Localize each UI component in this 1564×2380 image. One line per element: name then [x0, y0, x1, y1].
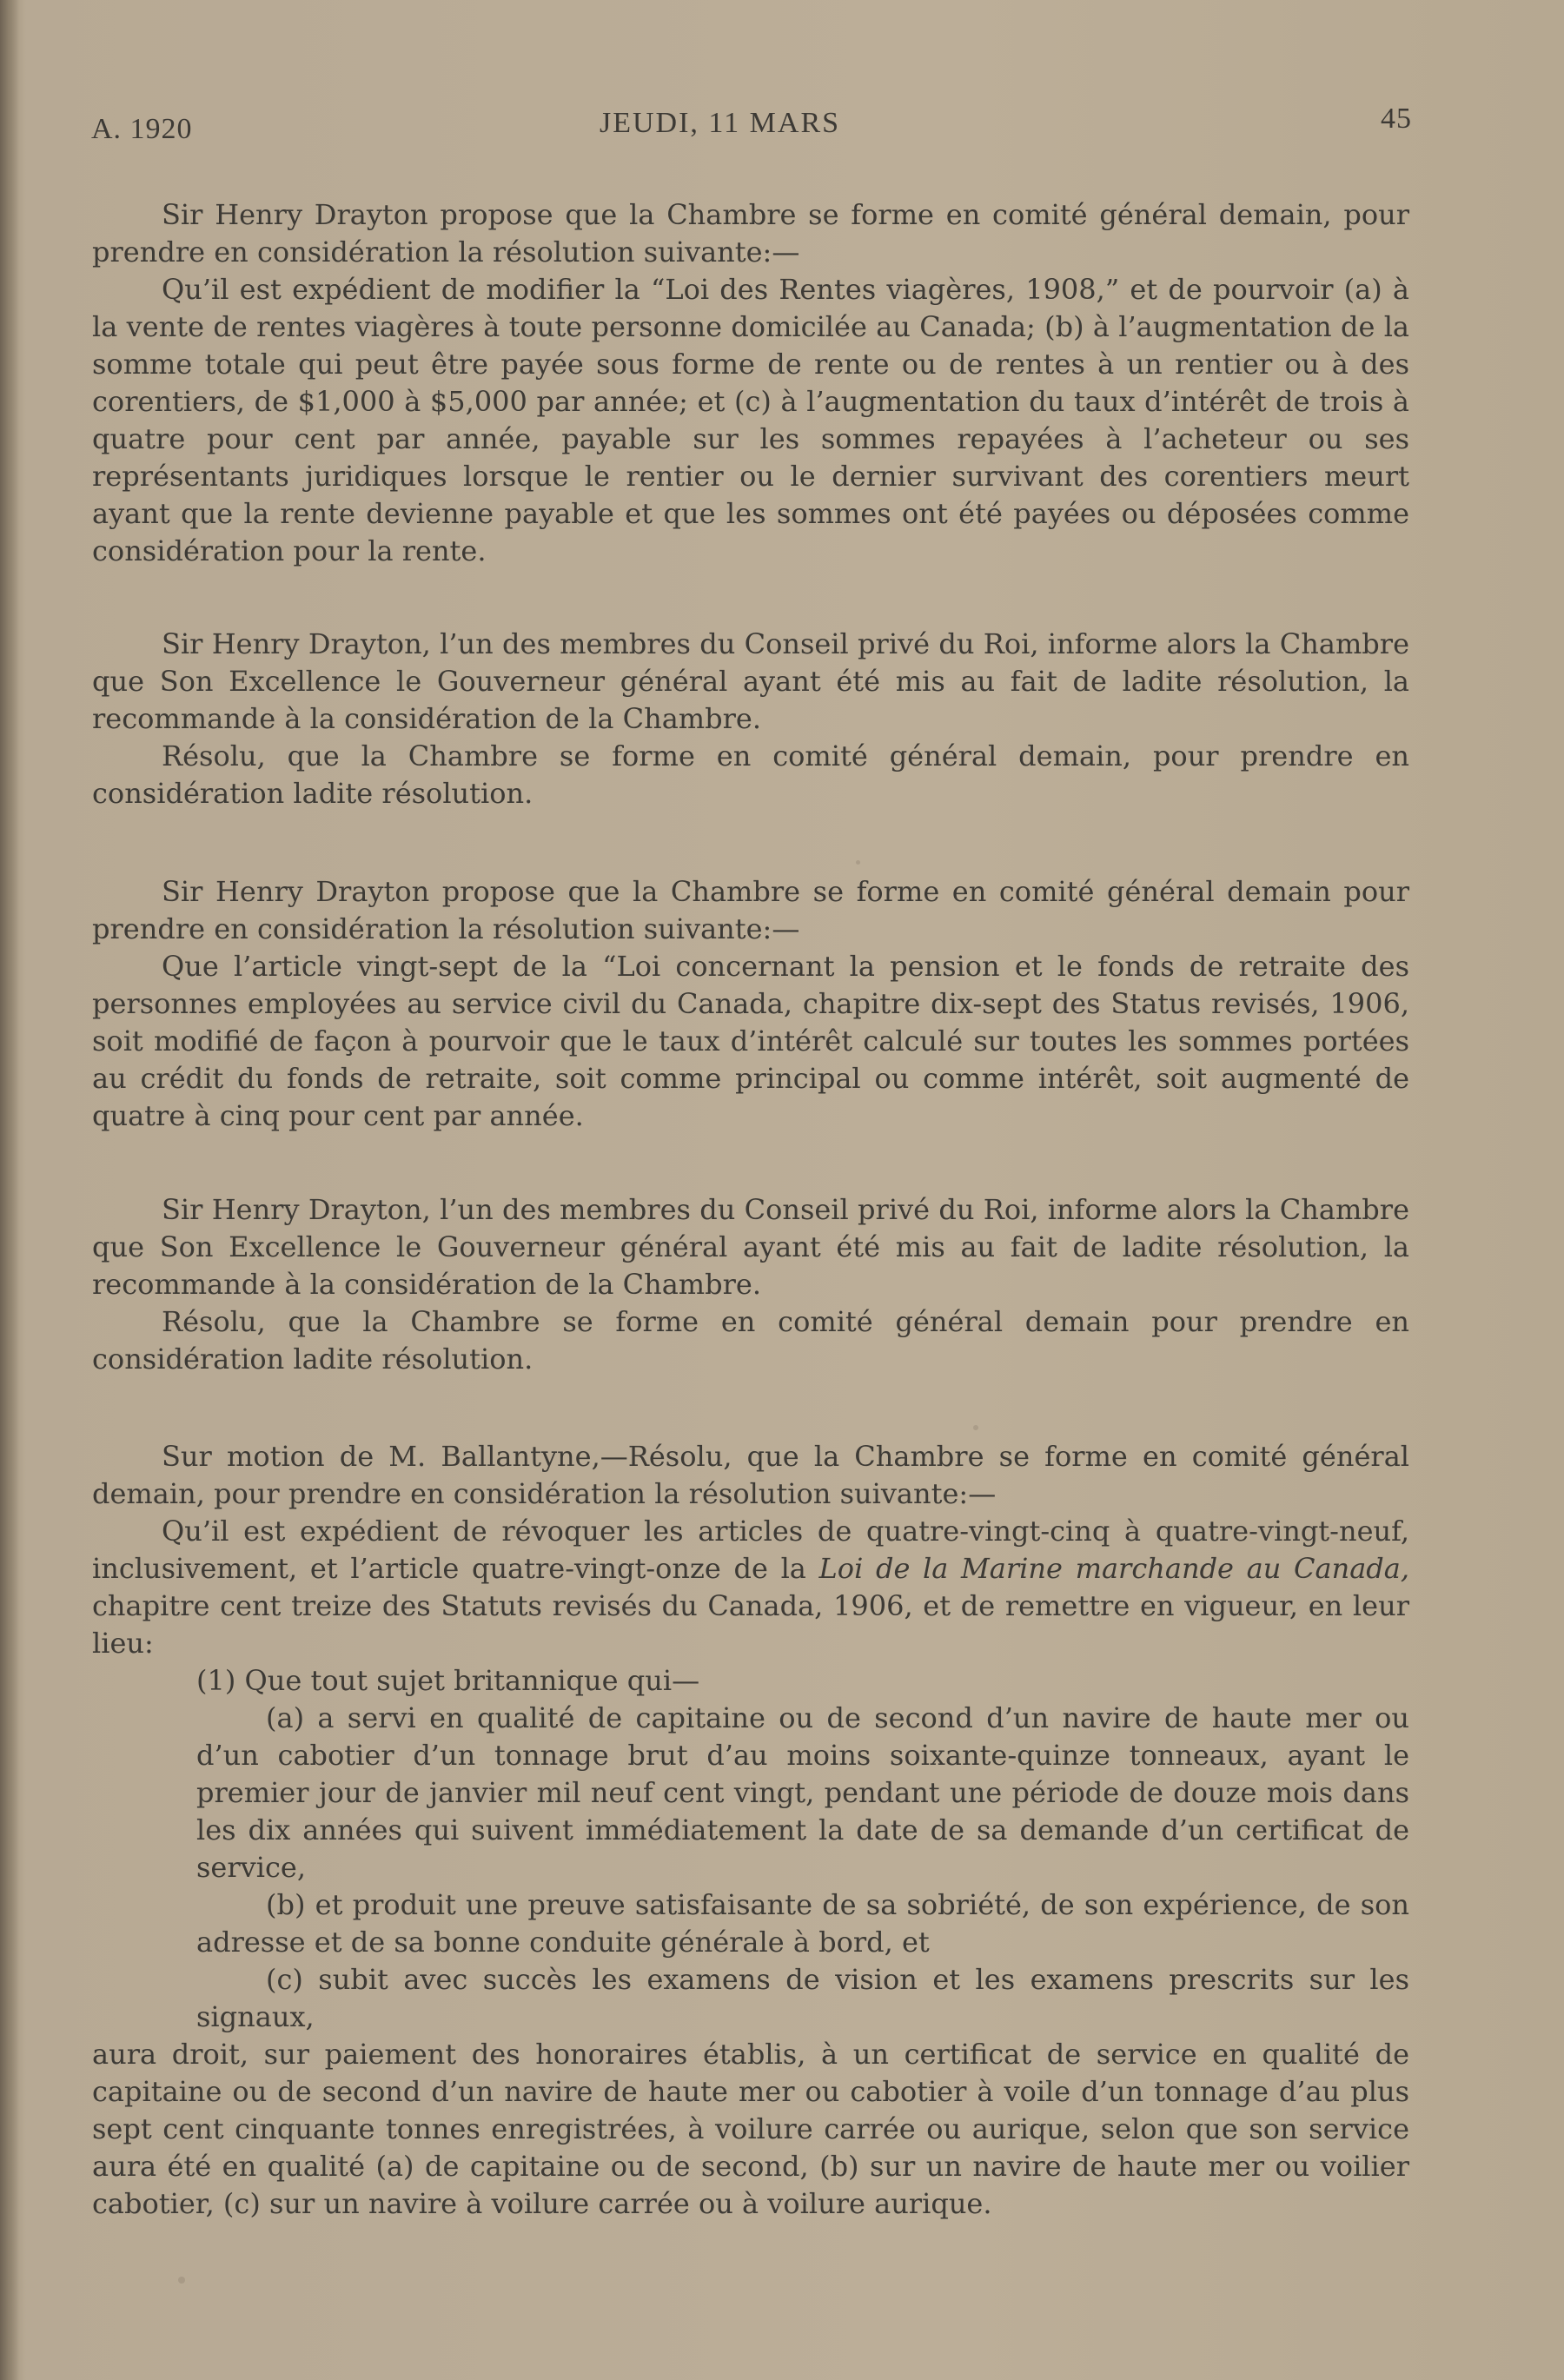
paragraph-resolution-2: Que l’article vingt-sept de la “Loi concernant la pension et le fonds de retraite des personnes employées au service civil du Canada, chapitre dix-sept des Status revisés, 1906, soit modifié de façon à pourvoir que le taux d’intérêt calculé sur toutes les sommes portées au crédit du fonds de retraite, soit comme principal ou comme intérêt, soit augmenté de quatre à cinq pour cent par année.: [92, 950, 1409, 1132]
clause-1-c: (c) subit avec succès les examens de vision et les examens prescrits sur les signaux,: [196, 1963, 1409, 2033]
header-year: A. 1920: [91, 113, 193, 145]
header-date: JEUDI, 11 MARS: [600, 107, 841, 139]
paper-speck: [973, 1425, 978, 1430]
running-header: [91, 103, 1412, 146]
clause-1: (1) Que tout sujet britannique qui—: [196, 1664, 700, 1697]
act-title: Loi de la Marine marchande au Canada,: [818, 1552, 1409, 1585]
paragraph-resolution-1: Qu’il est expédient de modifier la “Loi des Rentes viagères, 1908,” et de pourvoir (a) à la vente de rentes viagères à toute personne domicilée au Canada; (b) à l’augmentation de la somme totale qui peut être payée sous forme de rente ou de rentes à un rentier ou à des corentiers, de $1,000 à $5,000 par année; et (c) à l’augmentation du taux d’intérêt de trois à quatre pour cent par année, payable sur les sommes repayées à l’acheteur ou ses représentants juridiques lorsque le rentier ou le dernier survivant des corentiers meurt ayant que la rente devienne payable et que les sommes ont été payées ou déposées comme considération pour la rente.: [92, 273, 1409, 567]
paragraph-resolved-1: Résolu, que la Chambre se forme en comité général demain, pour prendre en considération ladite résolution.: [92, 739, 1409, 810]
clause-1-b: (b) et produit une preuve satisfaisante de sa sobriété, de son expérience, de son adresse et de sa bonne conduite générale à bord, et: [196, 1888, 1409, 1959]
paragraph-motion-2: Sir Henry Drayton propose que la Chambre se forme en comité général demain pour prendre en considération la résolution suivante:—: [92, 875, 1409, 945]
clause-1-conclusion: aura droit, sur paiement des honoraires établis, à un certificat de service en qualité de capitaine ou de second d’un navire de haute mer ou cabotier à voile d’un tonnage d’au plus sept cent cinquante tonnes enregistrées, à voilure carrée ou aurique, selon que son service aura été en qualité (a) de capitaine ou de second, (b) sur un navire de haute mer ou voilier cabotier, (c) sur un navire à voilure carrée ou à voilure aurique.: [92, 2038, 1409, 2220]
paper-speck: [178, 2277, 185, 2284]
clause-1-a: (a) a servi en qualité de capitaine ou de second d’un navire de haute mer ou d’un cabotier d’un tonnage brut d’au moins soixante-quinze tonneaux, ayant le premier jour de janvier mil neuf cent vingt, pendant une période de douze mois dans les dix années qui suivent immédiatement la date de sa demande d’un certificat de service,: [196, 1701, 1409, 1884]
page-number: 45: [1381, 103, 1412, 135]
paragraph-recommendation-1: Sir Henry Drayton, l’un des membres du Conseil privé du Roi, informe alors la Chambre que Son Excellence le Gouverneur général ayant été mis au fait de ladite résolution, la recommande à la considération de la Chambre.: [92, 627, 1409, 735]
resolution-3-text-a: Qu’il est expédient de révoquer les articles de quatre-vingt-cinq à quatre-vingt-neuf, inclusivement, et l’article quatre-vingt-onze de la: [92, 1515, 1409, 1585]
page-binding-edge: [0, 0, 19, 2380]
paragraph-resolved-2: Résolu, que la Chambre se forme en comité général demain pour prendre en considération ladite résolution.: [92, 1305, 1409, 1376]
paragraph-motion-1: Sir Henry Drayton propose que la Chambre se forme en comité général demain, pour prendre en considération la résolution suivante:—: [92, 198, 1409, 268]
paper-speck: [856, 860, 860, 865]
paragraph-recommendation-2: Sir Henry Drayton, l’un des membres du Conseil privé du Roi, informe alors la Chambre que Son Excellence le Gouverneur général ayant été mis au fait de ladite résolution, la recommande à la considération de la Chambre.: [92, 1193, 1409, 1301]
paragraph-resolution-3: [92, 1513, 1409, 1662]
paragraph-motion-3: Sur motion de M. Ballantyne,—Résolu, que la Chambre se forme en comité général demain, pour prendre en considération la résolution suivante:—: [92, 1440, 1409, 1510]
resolution-3-text-b: chapitre cent treize des Statuts revisés du Canada, 1906, et de remettre en vigueur, en leur lieu:: [92, 1589, 1409, 1660]
